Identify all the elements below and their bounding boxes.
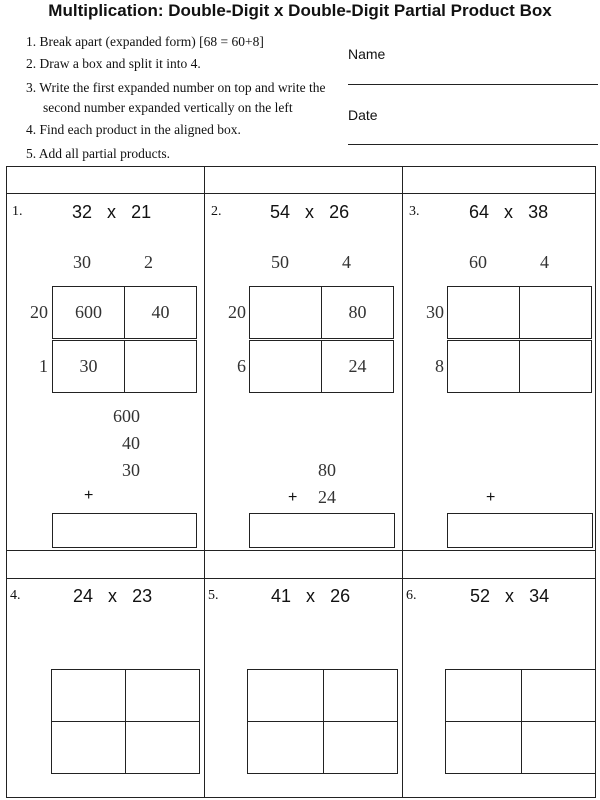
- answer-box[interactable]: [447, 513, 593, 548]
- left-expanded: 6: [237, 356, 246, 376]
- plus-sign: +: [288, 489, 298, 506]
- top-expanded: 60: [469, 252, 487, 272]
- partial-sum: 24: [318, 487, 336, 507]
- grid-divider: [204, 166, 205, 798]
- problem-number: 5.: [208, 588, 219, 603]
- partial-sum: 600: [113, 406, 140, 426]
- instruction-3-cont: second number expanded vertically on the left: [43, 100, 293, 115]
- partial-product-cell[interactable]: [519, 340, 592, 393]
- name-label: Name: [348, 46, 386, 62]
- problem-equation: 52 x 34: [470, 586, 550, 606]
- grid-divider: [6, 550, 596, 551]
- worksheet-title: Multiplication: Double-Digit x Double-Digit Partial Product Box: [48, 1, 552, 20]
- problem-equation: 24 x 23: [73, 586, 153, 606]
- instruction-3: 3. Write the first expanded number on top and write the: [26, 80, 326, 95]
- problem-number: 1.: [12, 204, 23, 219]
- problem-number: 3.: [409, 204, 420, 219]
- instruction-5: 5. Add all partial products.: [26, 146, 170, 161]
- plus-sign: +: [486, 489, 496, 506]
- top-expanded: 2: [144, 252, 153, 272]
- partial-product-cell[interactable]: [124, 340, 197, 393]
- date-label: Date: [348, 107, 378, 123]
- problem-number: 4.: [10, 588, 21, 603]
- partial-product-cell[interactable]: 24: [321, 340, 394, 393]
- partial-product-cell[interactable]: [249, 340, 322, 393]
- problem-equation: 41 x 26: [271, 586, 351, 606]
- top-expanded: 50: [271, 252, 289, 272]
- partial-product-cell[interactable]: [521, 669, 596, 722]
- instruction-2: 2. Draw a box and split it into 4.: [26, 56, 201, 71]
- partial-product-cell[interactable]: [323, 721, 398, 774]
- left-expanded: 20: [228, 302, 246, 322]
- partial-product-cell[interactable]: [51, 669, 126, 722]
- partial-product-cell[interactable]: 600: [52, 286, 125, 339]
- partial-product-cell[interactable]: [247, 721, 324, 774]
- top-expanded: 4: [342, 252, 351, 272]
- partial-product-cell[interactable]: [445, 669, 522, 722]
- partial-product-cell[interactable]: [323, 669, 398, 722]
- grid-divider: [402, 166, 403, 798]
- problem-number: 2.: [211, 204, 222, 219]
- left-expanded: 30: [426, 302, 444, 322]
- problem-equation: 64 x 38: [469, 202, 549, 222]
- grid-divider: [6, 193, 596, 194]
- answer-box[interactable]: [249, 513, 395, 548]
- name-line[interactable]: [348, 84, 598, 85]
- partial-product-cell[interactable]: [447, 340, 520, 393]
- problem-equation: 54 x 26: [270, 202, 350, 222]
- problem-equation: 32 x 21: [72, 202, 152, 222]
- left-expanded: 8: [435, 356, 444, 376]
- top-expanded: 4: [540, 252, 549, 272]
- partial-product-cell[interactable]: 30: [52, 340, 125, 393]
- instruction-1: 1. Break apart (expanded form) [68 = 60+8]: [26, 34, 264, 49]
- partial-sum: 40: [122, 433, 140, 453]
- grid-divider: [6, 578, 596, 579]
- answer-box[interactable]: [52, 513, 197, 548]
- date-line[interactable]: [348, 144, 598, 145]
- partial-product-cell[interactable]: [249, 286, 322, 339]
- partial-product-cell[interactable]: [447, 286, 520, 339]
- top-expanded: 30: [73, 252, 91, 272]
- partial-product-cell[interactable]: [247, 669, 324, 722]
- left-expanded: 20: [30, 302, 48, 322]
- instruction-4: 4. Find each product in the aligned box.: [26, 122, 241, 137]
- partial-product-cell[interactable]: [445, 721, 522, 774]
- partial-product-cell[interactable]: [519, 286, 592, 339]
- partial-product-cell[interactable]: 80: [321, 286, 394, 339]
- partial-product-cell[interactable]: [521, 721, 596, 774]
- left-expanded: 1: [39, 356, 48, 376]
- problem-number: 6.: [406, 588, 417, 603]
- partial-product-cell[interactable]: [125, 721, 200, 774]
- partial-sum: 80: [318, 460, 336, 480]
- partial-sum: 30: [122, 460, 140, 480]
- partial-product-cell[interactable]: [125, 669, 200, 722]
- partial-product-cell[interactable]: 40: [124, 286, 197, 339]
- plus-sign: +: [84, 487, 94, 504]
- partial-product-cell[interactable]: [51, 721, 126, 774]
